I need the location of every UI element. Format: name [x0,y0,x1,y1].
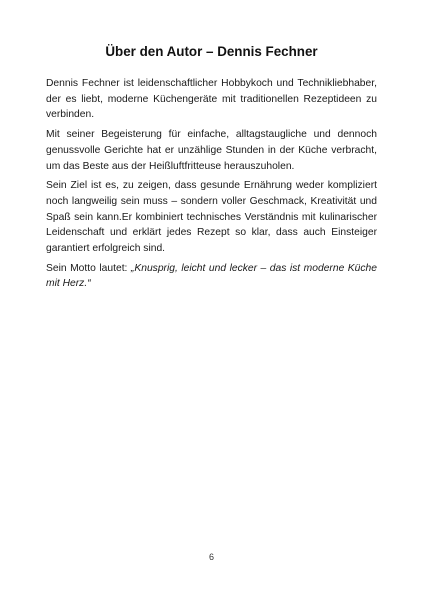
page-title: Über den Autor – Dennis Fechner [105,44,318,59]
bio-paragraph-1: Dennis Fechner ist leidenschaftlicher Hobbykoch und Technikliebhaber, der es liebt, moderne Küchengeräte mit traditionellen Rezeptideen zu verbinden. [46,78,377,121]
author-bio [46,76,377,296]
bio-paragraph-2: Mit seiner Begeisterung für einfache, alltagstaugliche und dennoch genussvolle Gerichte hat er unzählige Stunden in der Küche verbracht, um das Beste aus der Heißluftfritteuse herauszuholen. [46,129,377,172]
bio-paragraph-3: Sein Ziel ist es, zu zeigen, dass gesunde Ernährung weder kompliziert noch langweilig sein muss – sondern voller Geschmack, Kreativität und Spaß sein kann.Er kombiniert technisches Verständnis mit kulinarischer Leidenschaft und erklärt jedes Rezept so klar, dass auch Einsteiger garantiert erfolgreich sind. [46,180,377,255]
motto-intro: Sein Motto lautet: [46,262,131,274]
page-number: 6 [208,552,214,562]
motto-quote: „Knusprig, leicht und lecker – das ist moderne Küche mit Herz.“ [46,262,377,290]
motto-paragraph [46,261,377,292]
